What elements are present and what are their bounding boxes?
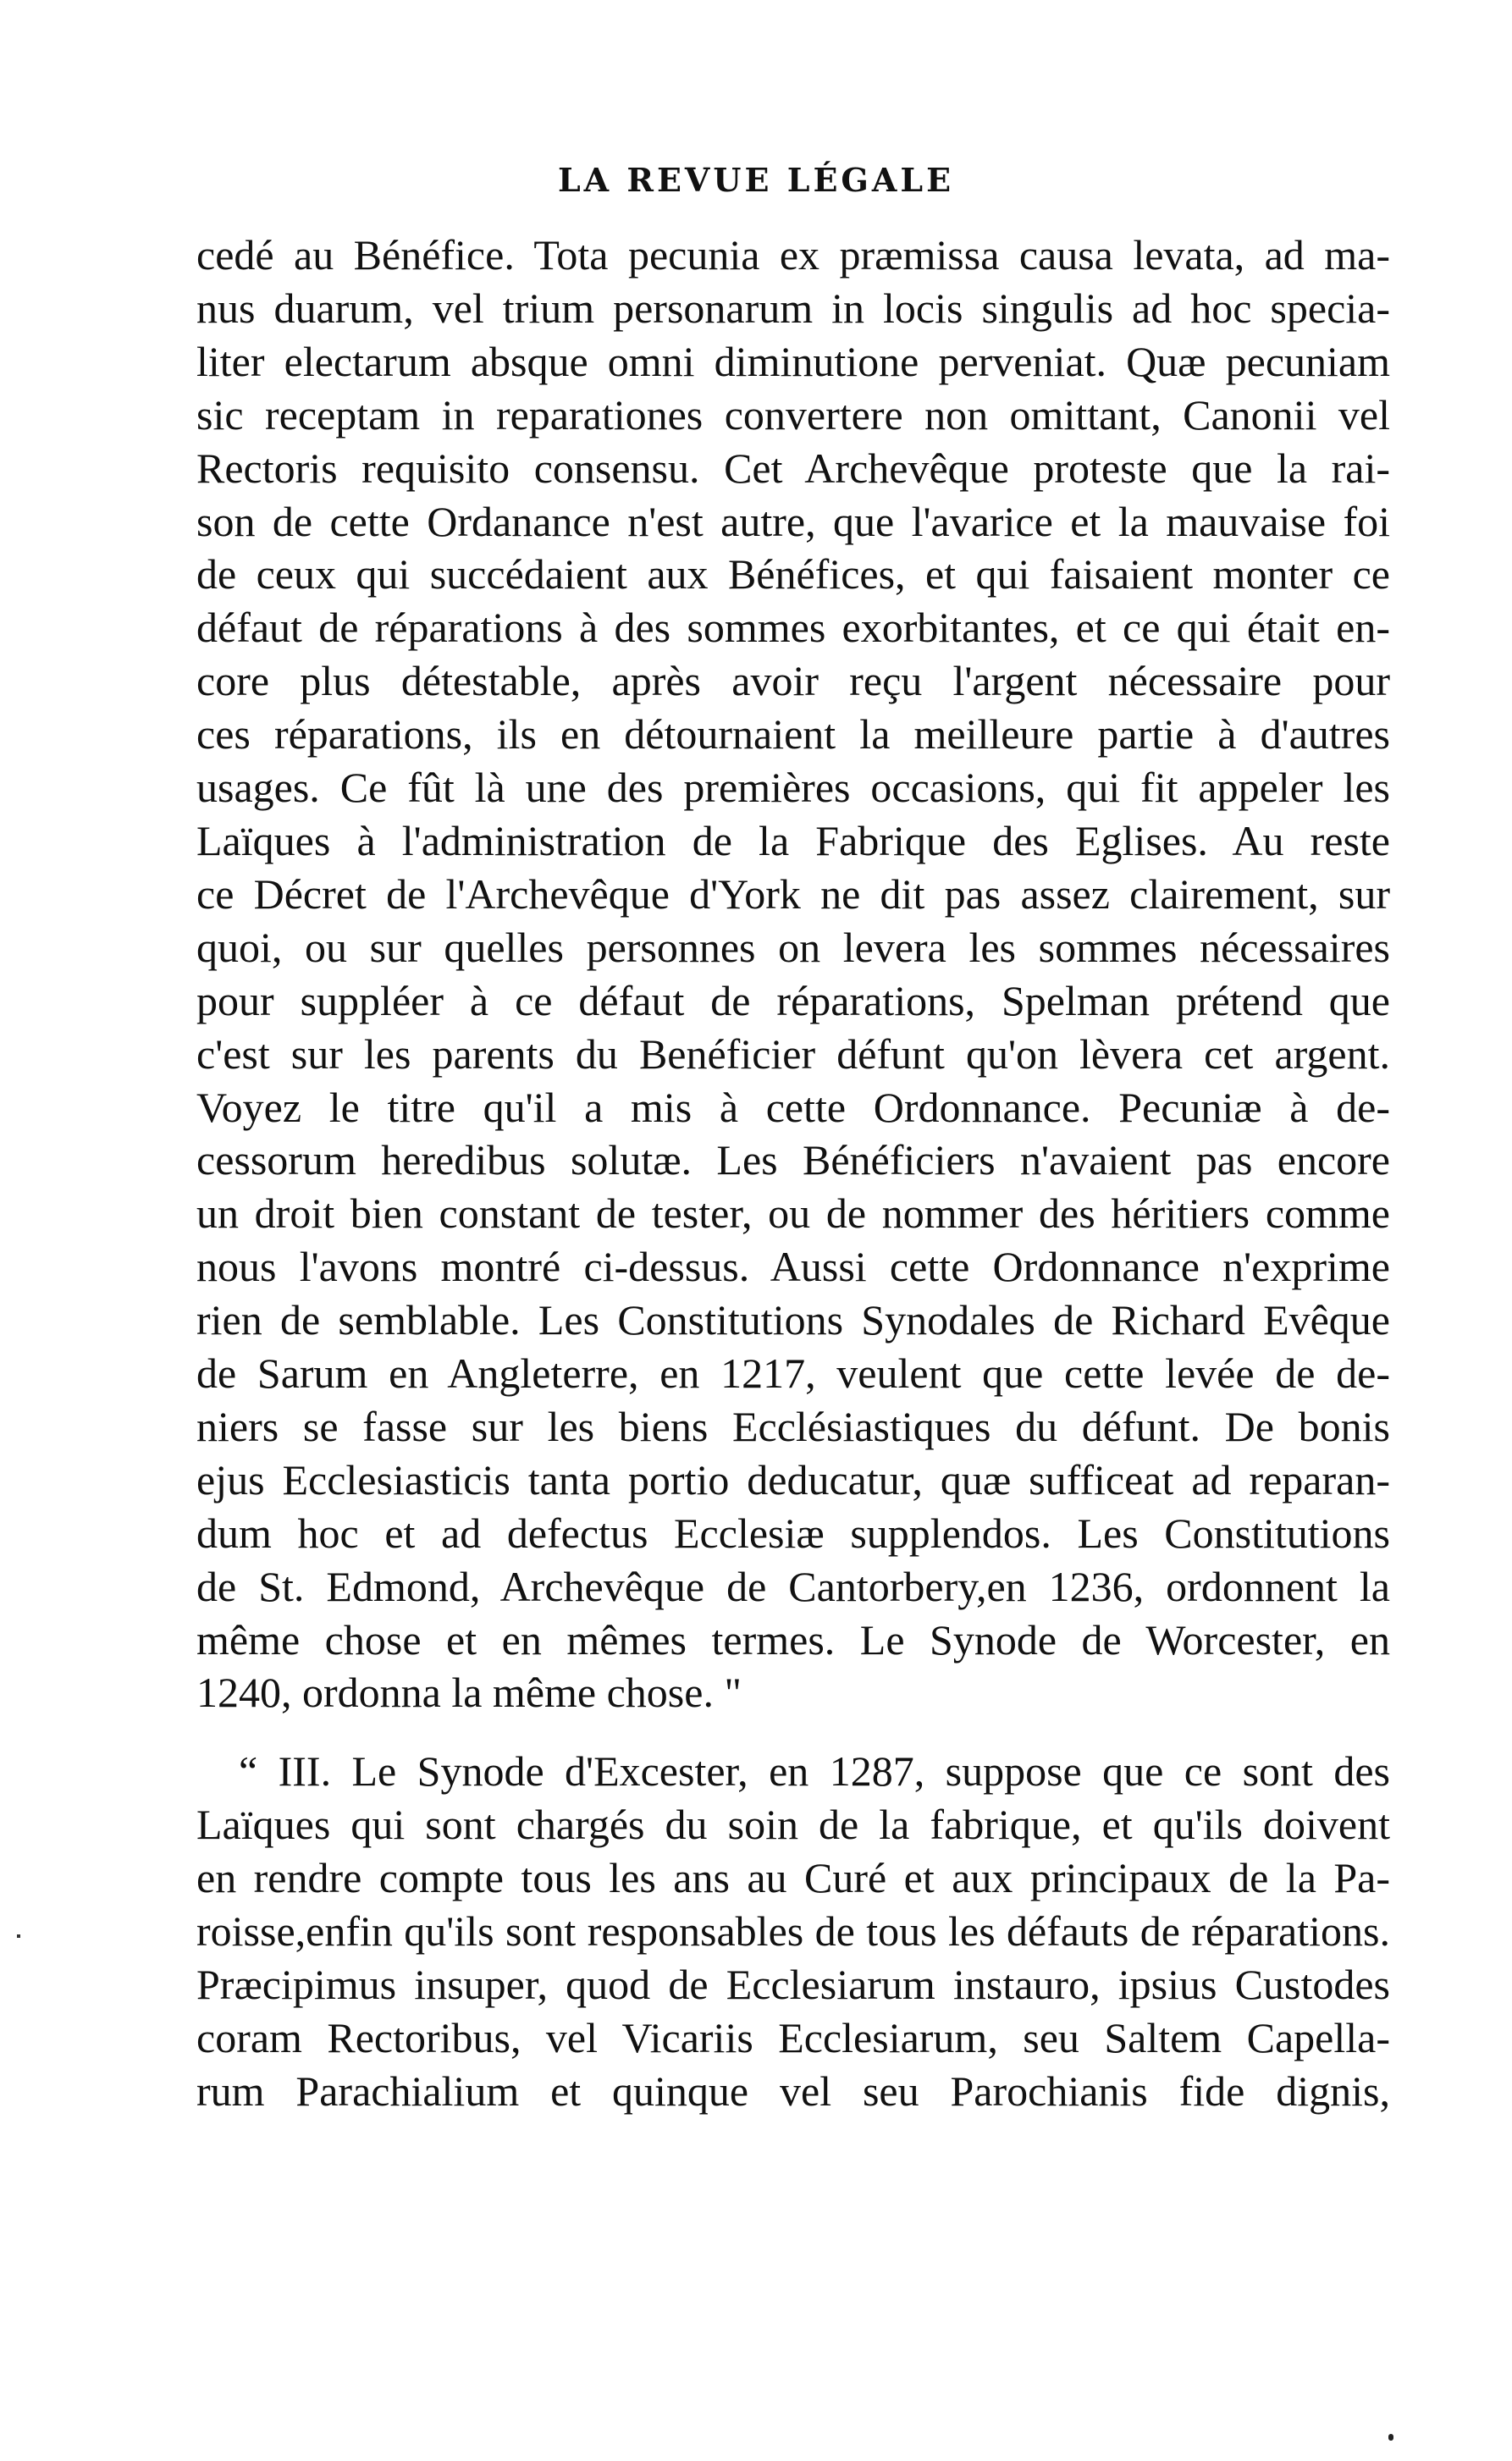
text-line: en rendre compte tous les ans au Curé et aux principaux de la Pa-	[196, 1854, 1390, 1902]
scan-speck	[1388, 2434, 1393, 2441]
text-line: c'est sur les parents du Benéficier défunt qu'on lèvera cet argent.	[196, 1029, 1390, 1078]
text-line: de St. Edmond, Archevêque de Cantorbery,en 1236, ordonnent la	[196, 1562, 1390, 1610]
text-line: défaut de réparations à des sommes exorbitantes, et ce qui était en-	[196, 604, 1390, 652]
scan-speck	[17, 1934, 20, 1938]
text-line: Præcipimus insuper, quod de Ecclesiarum instauro, ipsius Custodes	[196, 1961, 1390, 2008]
text-line: rien de semblable. Les Constitutions Synodales de Richard Evêque	[196, 1296, 1390, 1344]
text-line: usages. Ce fût là une des premières occasions, qui fit appeler les	[196, 764, 1390, 812]
text-line: même chose et en mêmes termes. Le Synode de Worcester, en	[196, 1615, 1390, 1664]
text-line: nous l'avons montré ci-dessus. Aussi cette Ordonnance n'exprime	[196, 1243, 1390, 1291]
text-line: nus duarum, vel trium personarum in locis singulis ad hoc specia-	[196, 284, 1390, 332]
text-line: 1240, ordonna la même chose. "	[196, 1669, 742, 1717]
text-line: roisse,enfin qu'ils sont responsables de tous les défauts de réparations.	[196, 1907, 1390, 1956]
text-line: quoi, ou sur quelles personnes on levera les sommes nécessaires	[196, 923, 1390, 971]
text-line: rum Parachialium et quinque vel seu Parochianis fide dignis,	[196, 2066, 1390, 2115]
text-line: ejus Ecclesiasticis tanta portio deducatur, quæ sufficeat ad reparan-	[196, 1455, 1390, 1504]
text-line: ce Décret de l'Archevêque d'York ne dit pas assez clairement, sur	[196, 869, 1390, 918]
body-text	[196, 229, 1390, 2118]
text-line: dum hoc et ad defectus Ecclesiæ supplendos. Les Constitutions	[196, 1509, 1390, 1557]
text-line: un droit bien constant de tester, ou de nommer des héritiers comme	[196, 1189, 1390, 1238]
text-line: coram Rectoribus, vel Vicariis Ecclesiarum, seu Saltem Capella-	[196, 2013, 1390, 2061]
text-line: Laïques qui sont chargés du soin de la fabrique, et qu'ils doivent	[196, 1801, 1390, 1849]
text-line: son de cette Ordanance n'est autre, que l'avarice et la mauvaise foi	[196, 497, 1390, 545]
text-line: de ceux qui succédaient aux Bénéfices, et qui faisaient monter ce	[196, 550, 1390, 599]
text-line: cessorum heredibus solutæ. Les Bénéficiers n'avaient pas encore	[196, 1136, 1390, 1184]
text-line: Rectoris requisito consensu. Cet Archevêque proteste que la rai-	[196, 444, 1390, 492]
text-line: Voyez le titre qu'il a mis à cette Ordonnance. Pecuniæ à de-	[196, 1083, 1390, 1131]
text-line: pour suppléer à ce défaut de réparations, Spelman prétend que	[196, 976, 1390, 1024]
text-line: de Sarum en Angleterre, en 1217, veulent que cette levée de de-	[196, 1349, 1390, 1398]
paragraph-1	[196, 229, 1390, 1719]
text-line: niers se fasse sur les biens Ecclésiastiques du défunt. De bonis	[196, 1402, 1390, 1450]
text-line: ces réparations, ils en détournaient la meilleure partie à d'autres	[196, 710, 1390, 759]
text-line: core plus détestable, après avoir reçu l'argent nécessaire pour	[196, 657, 1390, 705]
text-line: sic receptam in reparationes convertere non omittant, Canonii vel	[196, 390, 1390, 439]
text-line: liter electarum absque omni diminutione perveniat. Quæ pecuniam	[196, 337, 1390, 385]
text-line: “ III. Le Synode d'Excester, en 1287, suppose que ce sont des	[239, 1747, 1390, 1796]
text-line: Laïques à l'administration de la Fabrique des Eglises. Au reste	[196, 816, 1390, 864]
text-line: cedé au Bénéfice. Tota pecunia ex præmissa causa levata, ad ma-	[196, 231, 1390, 279]
paragraph-2	[196, 1745, 1390, 2117]
running-header: LA REVUE LÉGALE	[557, 161, 955, 199]
